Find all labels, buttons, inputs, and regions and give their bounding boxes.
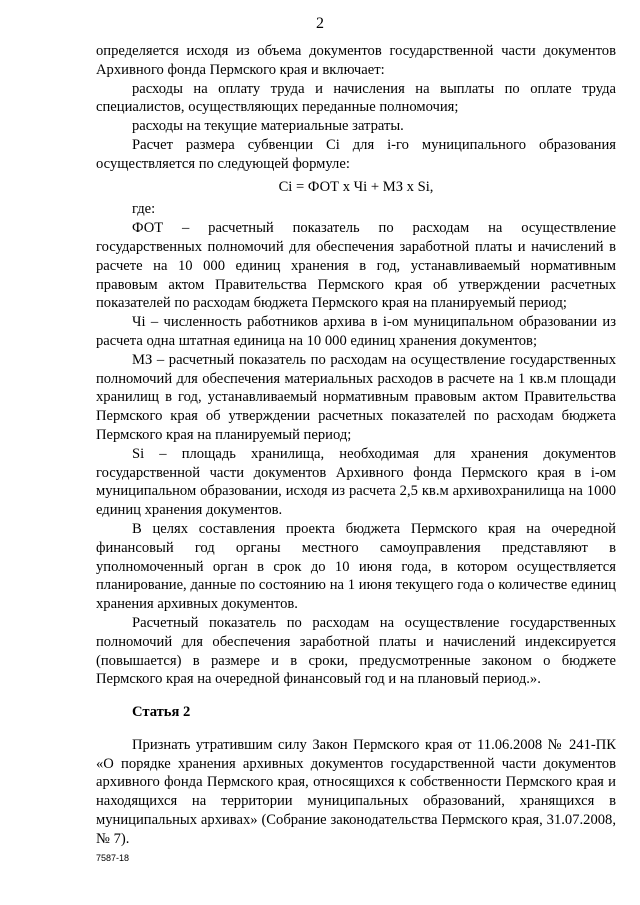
paragraph: определяется исходя из объема документов государственной части документов Архивного фонда Пермского края и включает:	[96, 43, 616, 78]
paragraph: Расчет размера субвенции Ci для i-го муниципального образования осуществляется по следующей формуле:	[96, 136, 616, 172]
paragraph: Расчетный показатель по расходам на осуществление государственных полномочий для обеспечения заработной платы и начислений индексируется (повышается) в размере и в сроки, предусмотренные законом о бюджете Пермского края на очередной финансовый год и на плановый период.».	[96, 614, 616, 688]
paragraph: расходы на оплату труда и начисления на выплаты по оплате труда специалистов, осуществляющих переданные полномочия;	[96, 80, 616, 116]
definition-fot: ФОТ – расчетный показатель по расходам на осуществление государственных полномочий для обеспечения заработной платы и начислений в расчете на 10 000 единиц хранения в год, устанавливаемый нормативным правовым актом Правительства Пермского края об утверждении расчетных показателей по расходам бюджета Пермского края на планируемый период;	[96, 220, 616, 312]
where-label: где:	[132, 201, 156, 218]
document-body	[96, 42, 616, 849]
definition-mz: МЗ – расчетный показатель по расходам на осуществление государственных полномочий для обеспечения материальных расходов в расчете на 1 кв.м площади хранилищ в год, устанавливаемый нормативным правовым актом Правительства Пермского края об утверждении расчетных показателей по расходам бюджета Пермского края на планируемый период;	[96, 351, 616, 443]
definition-si: Si – площадь хранилища, необходимая для хранения документов государственной части документов Архивного фонда Пермского края в i-ом муниципальном образовании, исходя из расчета 2,5 кв.м архивохранилища на 1000 единиц хранения документов.	[96, 445, 616, 519]
paragraph: расходы на текущие материальные затраты.	[132, 118, 404, 135]
paragraph: В целях составления проекта бюджета Пермского края на очередной финансовый год органы местного самоуправления представляют в уполномоченный орган в срок до 10 июня года, в котором осуществляется планирование, данные по состоянию на 1 июня текущего года о количестве единиц хранения архивных документов.	[96, 520, 616, 613]
definition-chi: Чi – численность работников архива в i-ом муниципальном образовании из расчета одна штатная единица на 10 000 единиц хранения документов;	[96, 314, 616, 349]
document-code: 7587-18	[96, 853, 130, 863]
article-heading: Статья 2	[132, 704, 191, 721]
article-text: Признать утратившим силу Закон Пермского края от 11.06.2008 № 241-ПК «О порядке хранения архивных документов государственной части документов архивного фонда Пермского края, относящихся к собственности Пермского края и находящихся на территории муниципальных образований, хранящихся в муниципальных архивах» (Собрание законодательства Пермского края, 31.07.2008, № 7).	[96, 736, 616, 847]
page-number: 2	[316, 15, 324, 32]
formula: Ci = ФОТ x Чi + МЗ x Si,	[278, 178, 434, 195]
